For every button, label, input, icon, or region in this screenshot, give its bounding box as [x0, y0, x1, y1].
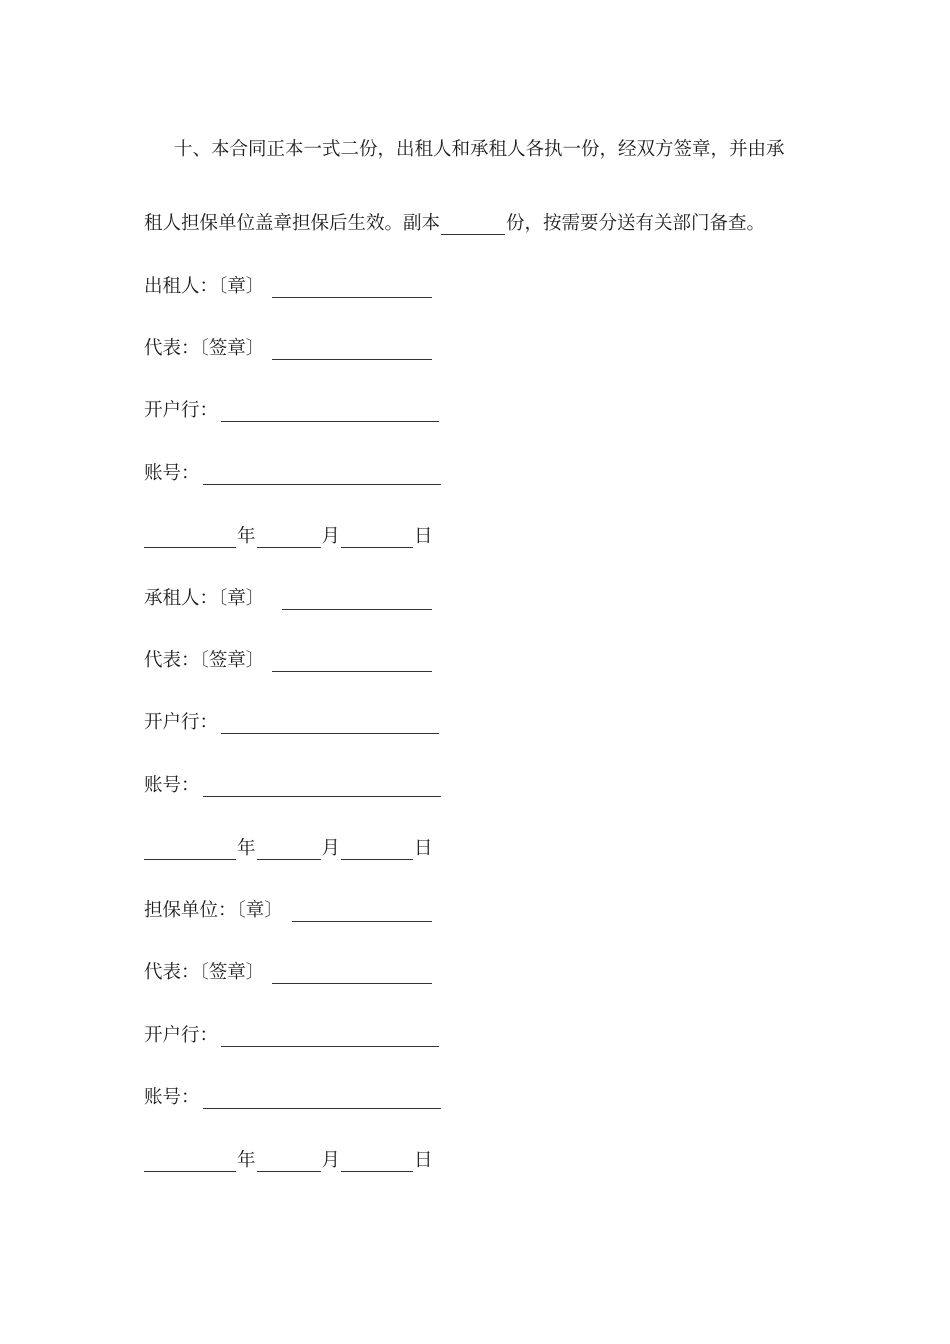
- guarantor-party-label: 担保单位：〔章〕: [144, 900, 283, 921]
- guarantor-account-blank[interactable]: [203, 1089, 441, 1109]
- guarantor-day-blank[interactable]: [341, 1152, 413, 1172]
- lessee-day-label: 日: [414, 838, 433, 859]
- lessor-party-blank[interactable]: [272, 278, 432, 298]
- clause-line-1: [174, 138, 785, 162]
- lessor-party-label: 出租人：〔章〕: [144, 276, 265, 297]
- lessor-month-blank[interactable]: [257, 528, 321, 548]
- lessee-account-blank[interactable]: [203, 777, 441, 797]
- clause-text-2b: 份，按需要分送有关部门备查。: [506, 213, 766, 234]
- guarantor-party-blank[interactable]: [292, 902, 432, 922]
- guarantor-rep-label: 代表：〔签章〕: [144, 962, 265, 983]
- lessor-account-line: [144, 462, 442, 486]
- lessee-bank-label: 开户行：: [144, 712, 219, 733]
- lessee-rep-label: 代表：〔签章〕: [144, 650, 265, 671]
- lessee-rep-blank[interactable]: [272, 652, 432, 672]
- guarantor-date-line: [144, 1149, 433, 1173]
- lessor-day-label: 日: [414, 526, 433, 547]
- lessor-day-blank[interactable]: [341, 528, 413, 548]
- lessee-party-blank[interactable]: [282, 590, 432, 610]
- lessor-rep-line: [144, 337, 433, 361]
- lessor-account-blank[interactable]: [203, 465, 441, 485]
- lessee-party-label: 承租人：〔章〕: [144, 588, 265, 609]
- lessee-month-label: 月: [321, 838, 341, 859]
- lessee-year-label: 年: [237, 838, 256, 859]
- guarantor-year-label: 年: [237, 1150, 256, 1171]
- lessee-day-blank[interactable]: [341, 840, 413, 860]
- lessor-account-label: 账号：: [144, 463, 200, 484]
- lessor-bank-blank[interactable]: [221, 402, 439, 422]
- guarantor-bank-blank[interactable]: [221, 1027, 439, 1047]
- clause-text-2a: 租人担保单位盖章担保后生效。副本: [144, 213, 441, 234]
- lessee-party-line: [144, 587, 433, 611]
- lessor-party-line: [144, 275, 433, 299]
- lessee-month-blank[interactable]: [257, 840, 321, 860]
- lessee-account-label: 账号：: [144, 775, 200, 796]
- guarantor-day-label: 日: [414, 1150, 433, 1171]
- lessee-year-blank[interactable]: [144, 840, 236, 860]
- guarantor-bank-label: 开户行：: [144, 1025, 219, 1046]
- copies-count-blank[interactable]: [441, 215, 505, 235]
- lessor-bank-line: [144, 399, 440, 423]
- clause-text-1: 十、本合同正本一式二份，出租人和承租人各执一份，经双方签章，并由承: [174, 139, 785, 160]
- guarantor-month-label: 月: [321, 1150, 341, 1171]
- lessee-rep-line: [144, 649, 433, 673]
- guarantor-month-blank[interactable]: [257, 1152, 321, 1172]
- lessor-rep-label: 代表：〔签章〕: [144, 338, 265, 359]
- lessor-date-line: [144, 525, 433, 549]
- guarantor-party-line: [144, 899, 433, 923]
- lessor-rep-blank[interactable]: [272, 340, 432, 360]
- lessee-account-line: [144, 774, 442, 798]
- guarantor-rep-line: [144, 961, 433, 985]
- lessor-month-label: 月: [321, 526, 341, 547]
- lessee-date-line: [144, 837, 433, 861]
- lessor-bank-label: 开户行：: [144, 400, 219, 421]
- guarantor-account-line: [144, 1086, 442, 1110]
- guarantor-rep-blank[interactable]: [272, 964, 432, 984]
- lessor-year-blank[interactable]: [144, 528, 236, 548]
- lessee-bank-blank[interactable]: [221, 714, 439, 734]
- guarantor-year-blank[interactable]: [144, 1152, 236, 1172]
- lessee-bank-line: [144, 711, 440, 735]
- lessor-year-label: 年: [237, 526, 256, 547]
- guarantor-bank-line: [144, 1024, 440, 1048]
- guarantor-account-label: 账号：: [144, 1087, 200, 1108]
- clause-line-2: [144, 212, 765, 236]
